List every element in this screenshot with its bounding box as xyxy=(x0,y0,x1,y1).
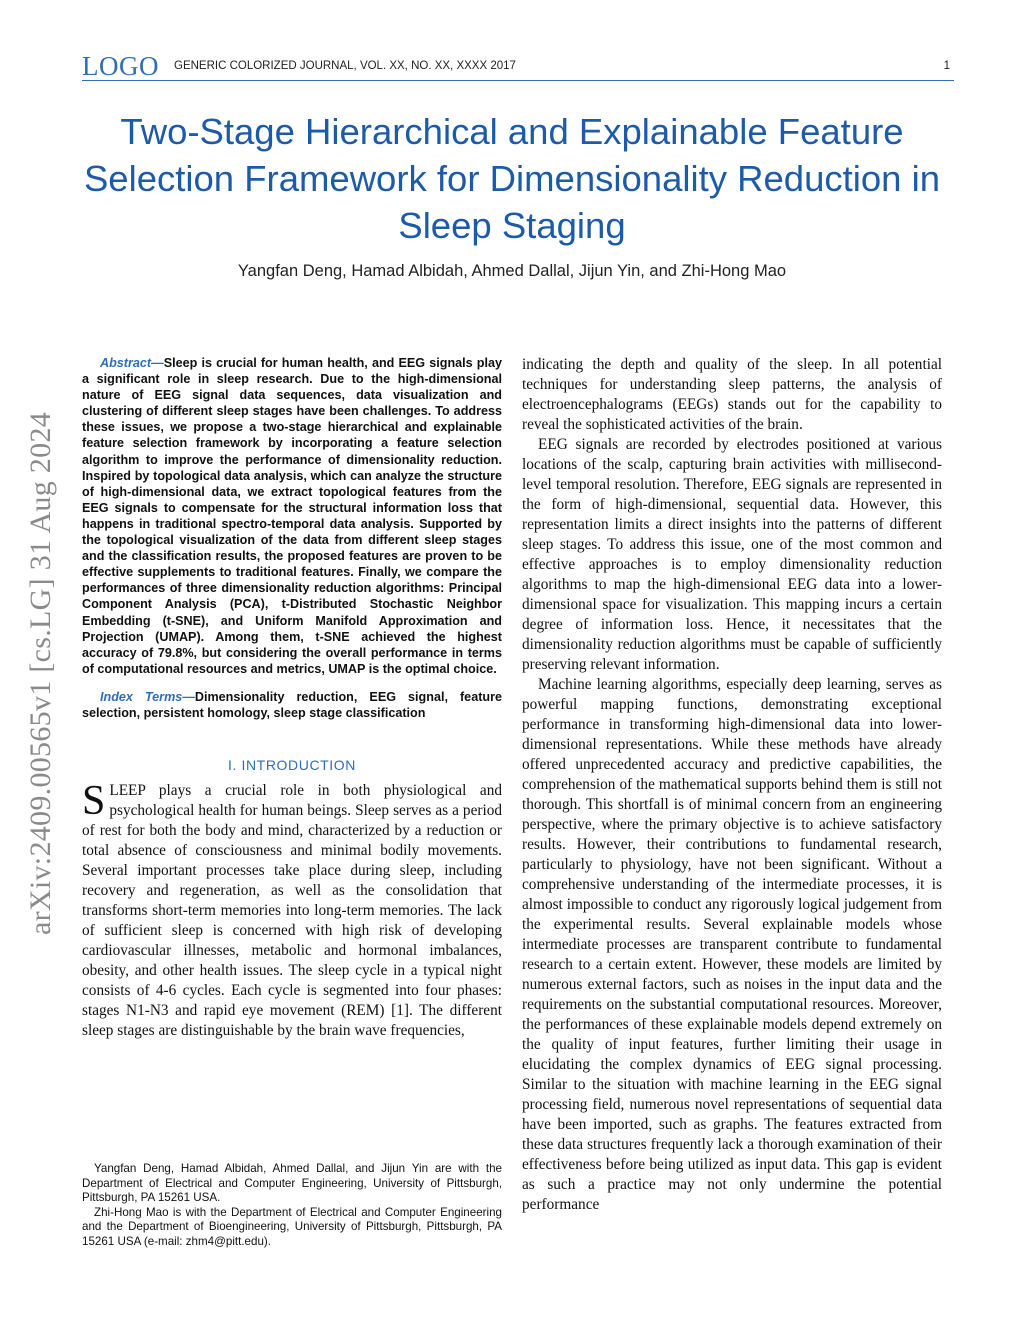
abstract xyxy=(82,355,502,677)
author-footnotes xyxy=(82,1162,502,1250)
index-terms xyxy=(82,689,502,721)
section-heading-introduction: I. INTRODUCTION xyxy=(228,757,356,774)
page-number: 1 xyxy=(943,60,950,72)
drop-cap: S xyxy=(82,778,106,825)
footnote-affiliation-2: Zhi-Hong Mao is with the Department of Electrical and Computer Engineering and the Department of Bioengineering, University of Pittsburgh, Pittsburgh, PA 15261 USA (e-mail: zhm4@pitt.edu). xyxy=(82,1205,502,1248)
abstract-text: Sleep is crucial for human health, and EEG signals play a significant role in sleep research. Due to the high-dimensional nature of EEG signal data sequences, data visualization and clustering of different sleep stages have been challenges. To address these issues, we propose a two-stage hierarchical and explainable feature selection framework by incorporating a feature selection algorithm to improve the performance of dimensionality reduction. Inspired by topological data analysis, which can analyze the structure of high-dimensional data, we extract topological features from the EEG signals to compensate for the structural information loss that happens in traditional spectro-temporal data analysis. Supported by the topological visualization of the data from different sleep stages and the classification results, the proposed features are proven to be effective supplements to traditional features. Finally, we compare the performances of three dimensionality reduction algorithms: Principal Component Analysis (PCA), t-Distributed Stochastic Neighbor Embedding (t-SNE), and Uniform Manifold Approximation and Projection (UMAP). Among them, t-SNE achieved the highest accuracy of 79.8%, but considering the overall performance in terms of computational resources and metrics, UMAP is the optimal choice. xyxy=(82,356,502,676)
author-list: Yangfan Deng, Hamad Albidah, Ahmed Dallal, Jijun Yin, and Zhi-Hong Mao xyxy=(237,262,787,280)
intro-paragraph-2: EEG signals are recorded by electrodes positioned at various locations of the scalp, capturing brain activities with millisecond-level temporal resolution. Therefore, EEG signals are represented in the form of high-dimensional, sequential data. However, this representation limits a direct insights into the patterns of different sleep stages. To address this issue, one of the most common and effective approaches is to employ dimensionality reduction algorithms to map the high-dimensional EEG data into a lower-dimensional space for visualization. This mapping incurs a certain degree of information loss. Hence, it necessitates that the dimensionality reduction algorithms must be capable of sufficiently preserving relevant information. xyxy=(522,436,942,673)
index-terms-text: Dimensionality reduction, EEG signal, feature selection, persistent homology, sleep stage classification xyxy=(82,689,502,720)
abstract-label: Abstract— xyxy=(100,356,164,370)
arxiv-watermark: arXiv:2409.00565v1 [cs.LG] 31 Aug 2024 xyxy=(24,411,57,935)
journal-name: GENERIC COLORIZED JOURNAL, VOL. XX, NO. XX, XXXX 2017 xyxy=(174,60,516,72)
intro-paragraph-3: Machine learning algorithms, especially deep learning, serves as powerful mapping functions, demonstrating exceptional performance in transforming high-dimensional data into lower-dimensional representations. While these methods have already offered unprecedented accuracy and predictive capabilities, the comprehension of the mathematical supports behind them is still not thorough. This shortfall is of minimal concern from an engineering perspective, where the primary objective is to achieve satisfactory results. However, their contributions to fundamental research, particularly to physiology, have not been significant. Without a comprehensive understanding of the intermediate processes, it is almost impossible to conduct any rigorously logical judgement from the experimental results. Several explainable models whose intermediate processes are transparent contribute to fundamental research to a certain extent. However, these models are limited by numerous external factors, such as noises in the input data and the requirements on the substantial computational resources. Moreover, the performances of these explainable models depend extremely on the quality of input features, further limiting their usage in elucidating the complex dynamics of EEG signal processing. Similar to the situation with machine learning in the EEG signal processing field, numerous novel representations of sequential data have been imported, such as graphs. The features extracted from these data structures frequently lack a thorough examination of their effectiveness before being utilized as input data. This gap is evident as such a practice may not only undermine the potential performance xyxy=(522,676,942,1213)
right-column xyxy=(522,355,942,1215)
intro-paragraph-1 xyxy=(82,778,502,1041)
intro-paragraph-1-continued: indicating the depth and quality of the sleep. In all potential techniques for understanding sleep patterns, the analysis of electroencephalograms (EEGs) stands out for the capability to reveal the sophisticated activities of the brain. xyxy=(522,356,942,433)
journal-logo: LOGO xyxy=(82,51,159,81)
intro-paragraph-1-text: LEEP plays a crucial role in both physiological and psychological health for human beings. Sleep serves as a period of rest for both the body and mind, characterized by a reduction or total absence of consciousness and minimal bodily movements. Several important processes take place during sleep, including recovery and regeneration, as well as the consolidation that transforms short-term memories into long-term memories. The lack of sufficient sleep is concerned with high risk of developing cardiovascular illnesses, metabolic and hormonal imbalances, obesity, and other health issues. The sleep cycle in a typical night consists of 4-6 cycles. Each cycle is segmented into four phases: stages N1-N3 and rapid eye movement (REM) [1]. The different sleep stages are distinguishable by the brain wave frequencies, xyxy=(82,782,502,1040)
paper-title: Two-Stage Hierarchical and Explainable Feature Selection Framework for Dimensionality Reduction in Sleep Staging xyxy=(83,111,941,246)
page-header xyxy=(82,52,954,81)
index-terms-label: Index Terms— xyxy=(100,689,195,704)
footnote-affiliation-1: Yangfan Deng, Hamad Albidah, Ahmed Dallal, and Jijun Yin are with the Department of Electrical and Computer Engineering, University of Pittsburgh, Pittsburgh, PA 15261 USA. xyxy=(82,1162,502,1205)
left-column xyxy=(82,355,502,1041)
